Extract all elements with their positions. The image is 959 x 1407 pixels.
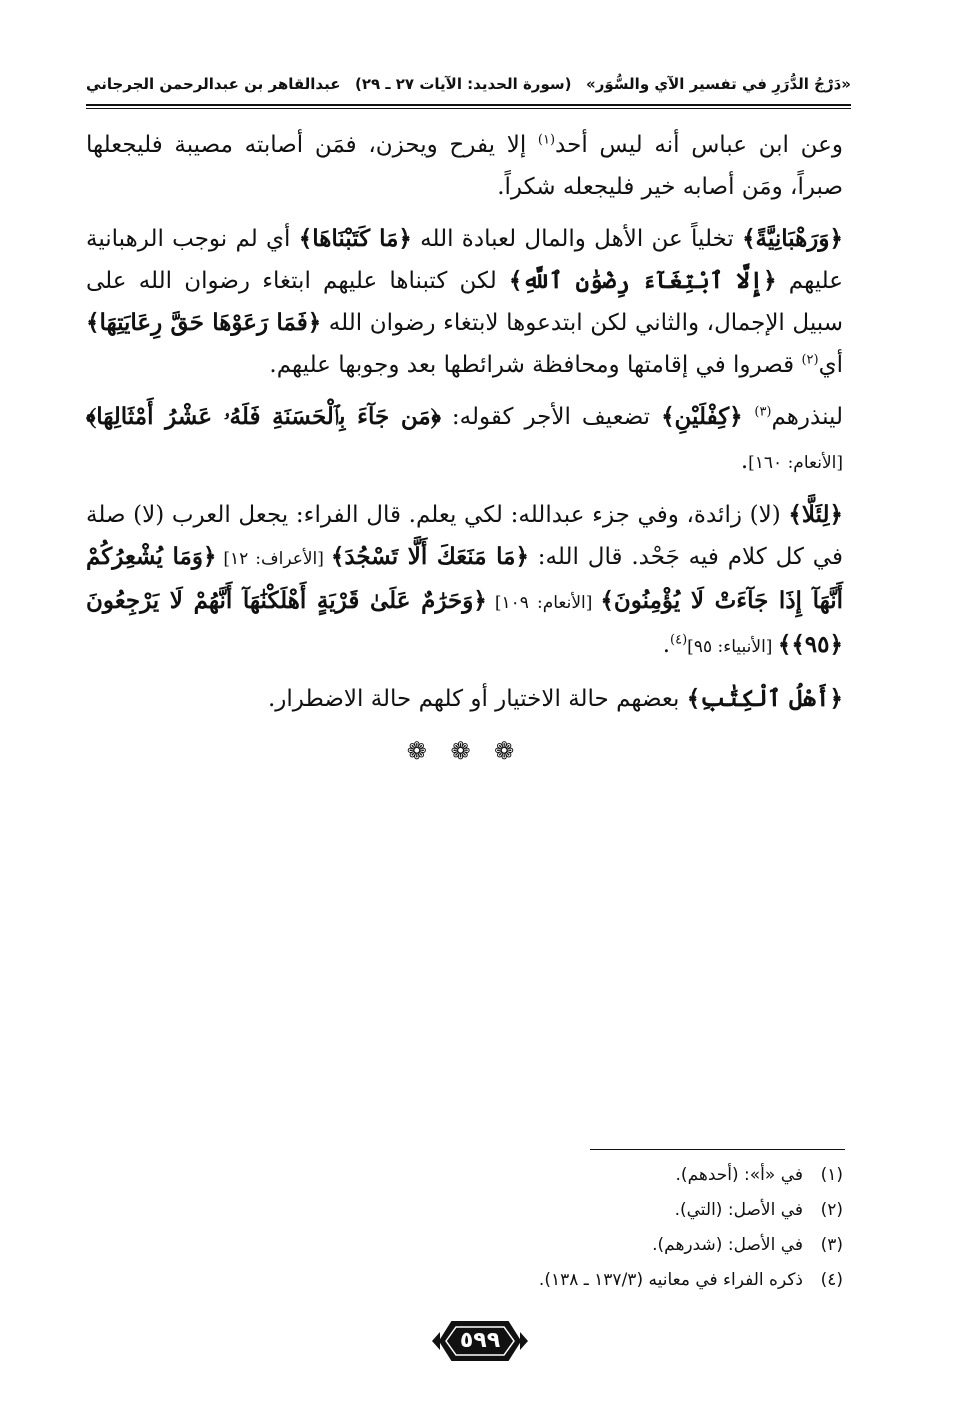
header-rule xyxy=(86,104,851,106)
quran-quote: ﴿أَهْلُ ٱلْكِتَٰبِ﴾ xyxy=(686,685,843,712)
quran-quote: ﴿مَا كَتَبْنَاهَا﴾ xyxy=(298,225,412,252)
footnote-item xyxy=(300,1263,843,1298)
quran-quote: ﴿وَحَرَٰمٌ عَلَىٰ قَرْيَةٍ أَهْلَكْنَٰهَآ أَنَّهُمْ لَا يَرْجِعُونَ ﴿٩٥﴾﴾ xyxy=(86,587,843,658)
verse-reference: [الأعراف: ١٢] xyxy=(216,549,331,569)
footnote-number: (٣) xyxy=(820,1235,843,1255)
section-ornament: ❁ ❁ ❁ xyxy=(406,737,523,765)
paragraph-3 xyxy=(86,396,843,484)
footnote-item xyxy=(300,1228,843,1263)
text: قصروا في إقامتها ومحافظة شرائطها بعد وجوبها عليهم. xyxy=(269,352,802,378)
text: بعضهم حالة الاختيار أو كلهم حالة الاضطرار. xyxy=(267,686,687,712)
paragraph-5 xyxy=(86,678,843,720)
footnote-text: في الأصل: (التي). xyxy=(674,1200,803,1220)
footnote-number: (٤) xyxy=(820,1270,843,1290)
running-header xyxy=(86,64,851,104)
text: أي xyxy=(818,352,843,378)
paragraph-2 xyxy=(86,218,843,386)
quran-quote: ﴿كِفْلَيْنِ﴾ xyxy=(661,403,755,430)
text: أي لم نوجب الرهبانية عليهم xyxy=(86,226,843,294)
footnote-number: (١) xyxy=(820,1165,843,1185)
quran-quote: ﴿وَمَا يُشْعِرُكُمْ أَنَّهَآ إِذَا جَآءَتْ لَا يُؤْمِنُونَ﴾ xyxy=(86,543,843,614)
footnote-text: في الأصل: (شدرهم). xyxy=(652,1235,803,1255)
text: وعن ابن عباس أنه ليس أحد xyxy=(555,132,843,158)
text: . xyxy=(662,632,671,658)
quran-quote: ﴿إِلَّا ٱبْتِغَآءَ رِضْوَٰنِ ٱللَّهِ﴾ xyxy=(508,267,777,294)
page-number-badge xyxy=(430,1318,530,1364)
quran-quote: ﴿مَن جَآءَ بِٱلْحَسَنَةِ فَلَهُۥ عَشْرُ أَمْثَالِهَا﴾ xyxy=(86,403,441,430)
footnote-item xyxy=(300,1158,843,1193)
quran-quote: ﴿لِئَلَّا﴾ xyxy=(788,501,843,528)
header-rule-thin xyxy=(86,108,851,109)
text: إلا يفرح ويحزن، فمَن أصابته مصيبة فليجعلها صبراً، ومَن أصابه خير فليجعله شكراً. xyxy=(86,132,843,200)
quran-quote: ﴿وَرَهْبَانِيَّةً﴾ xyxy=(742,225,843,252)
footnotes xyxy=(300,1158,843,1298)
footnote-text: في «أ»: (أحدهم). xyxy=(675,1165,803,1185)
quran-quote: ﴿مَا مَنَعَكَ أَلَّا تَسْجُدَ﴾ xyxy=(330,543,529,570)
text: تضعيف الأجر كقوله: xyxy=(440,404,662,430)
text: لكن كتبناها عليهم ابتغاء رضوان الله على سبيل الإجمال، والثاني لكن ابتدعوها لابتغاء رضوان الله xyxy=(86,268,843,336)
footnote-number: (٢) xyxy=(820,1200,843,1220)
author-name: عبدالقاهر بن عبدالرحمن الجرجاني xyxy=(86,75,341,93)
text: لينذرهم xyxy=(771,404,844,430)
main-text xyxy=(86,124,843,772)
footnote-ref: (٤) xyxy=(670,632,688,648)
verse-reference: [الأنبياء: ٩٥] xyxy=(687,637,778,657)
footnote-item xyxy=(300,1193,843,1228)
paragraph-4 xyxy=(86,494,843,668)
footnote-ref: (١) xyxy=(537,132,556,148)
quran-quote: ﴿فَمَا رَعَوْهَا حَقَّ رِعَايَتِهَا﴾ xyxy=(86,309,322,336)
footnote-ref: (٢) xyxy=(801,352,819,368)
surah-label: (سورة الحديد: الآيات ٢٧ ـ ٢٩) xyxy=(355,75,572,93)
verse-reference: [الأنعام: ١٠٩] xyxy=(486,593,601,613)
text: . xyxy=(740,448,749,474)
book-title: «دَرْجُ الدُّرَرِ في تفسير الآي والسُّوَر» xyxy=(586,75,851,93)
footnote-ref: (٣) xyxy=(754,404,772,420)
text: (لا) زائدة، وفي جزء عبدالله: لكي يعلم. قال الفراء: يجعل العرب (لا) صلة في كل كلام فيه جَحْد. قال الله: xyxy=(86,502,843,570)
text: تخلياً عن الأهل والمال لعبادة الله xyxy=(411,226,743,252)
paragraph-1 xyxy=(86,124,843,208)
footnote-text: ذكره الفراء في معانيه (١٣٧/٣ ـ ١٣٨). xyxy=(538,1270,803,1290)
footnote-rule xyxy=(590,1149,845,1150)
page-number: ٥٩٩ xyxy=(459,1328,501,1353)
verse-reference: [الأنعام: ١٦٠] xyxy=(748,453,843,473)
